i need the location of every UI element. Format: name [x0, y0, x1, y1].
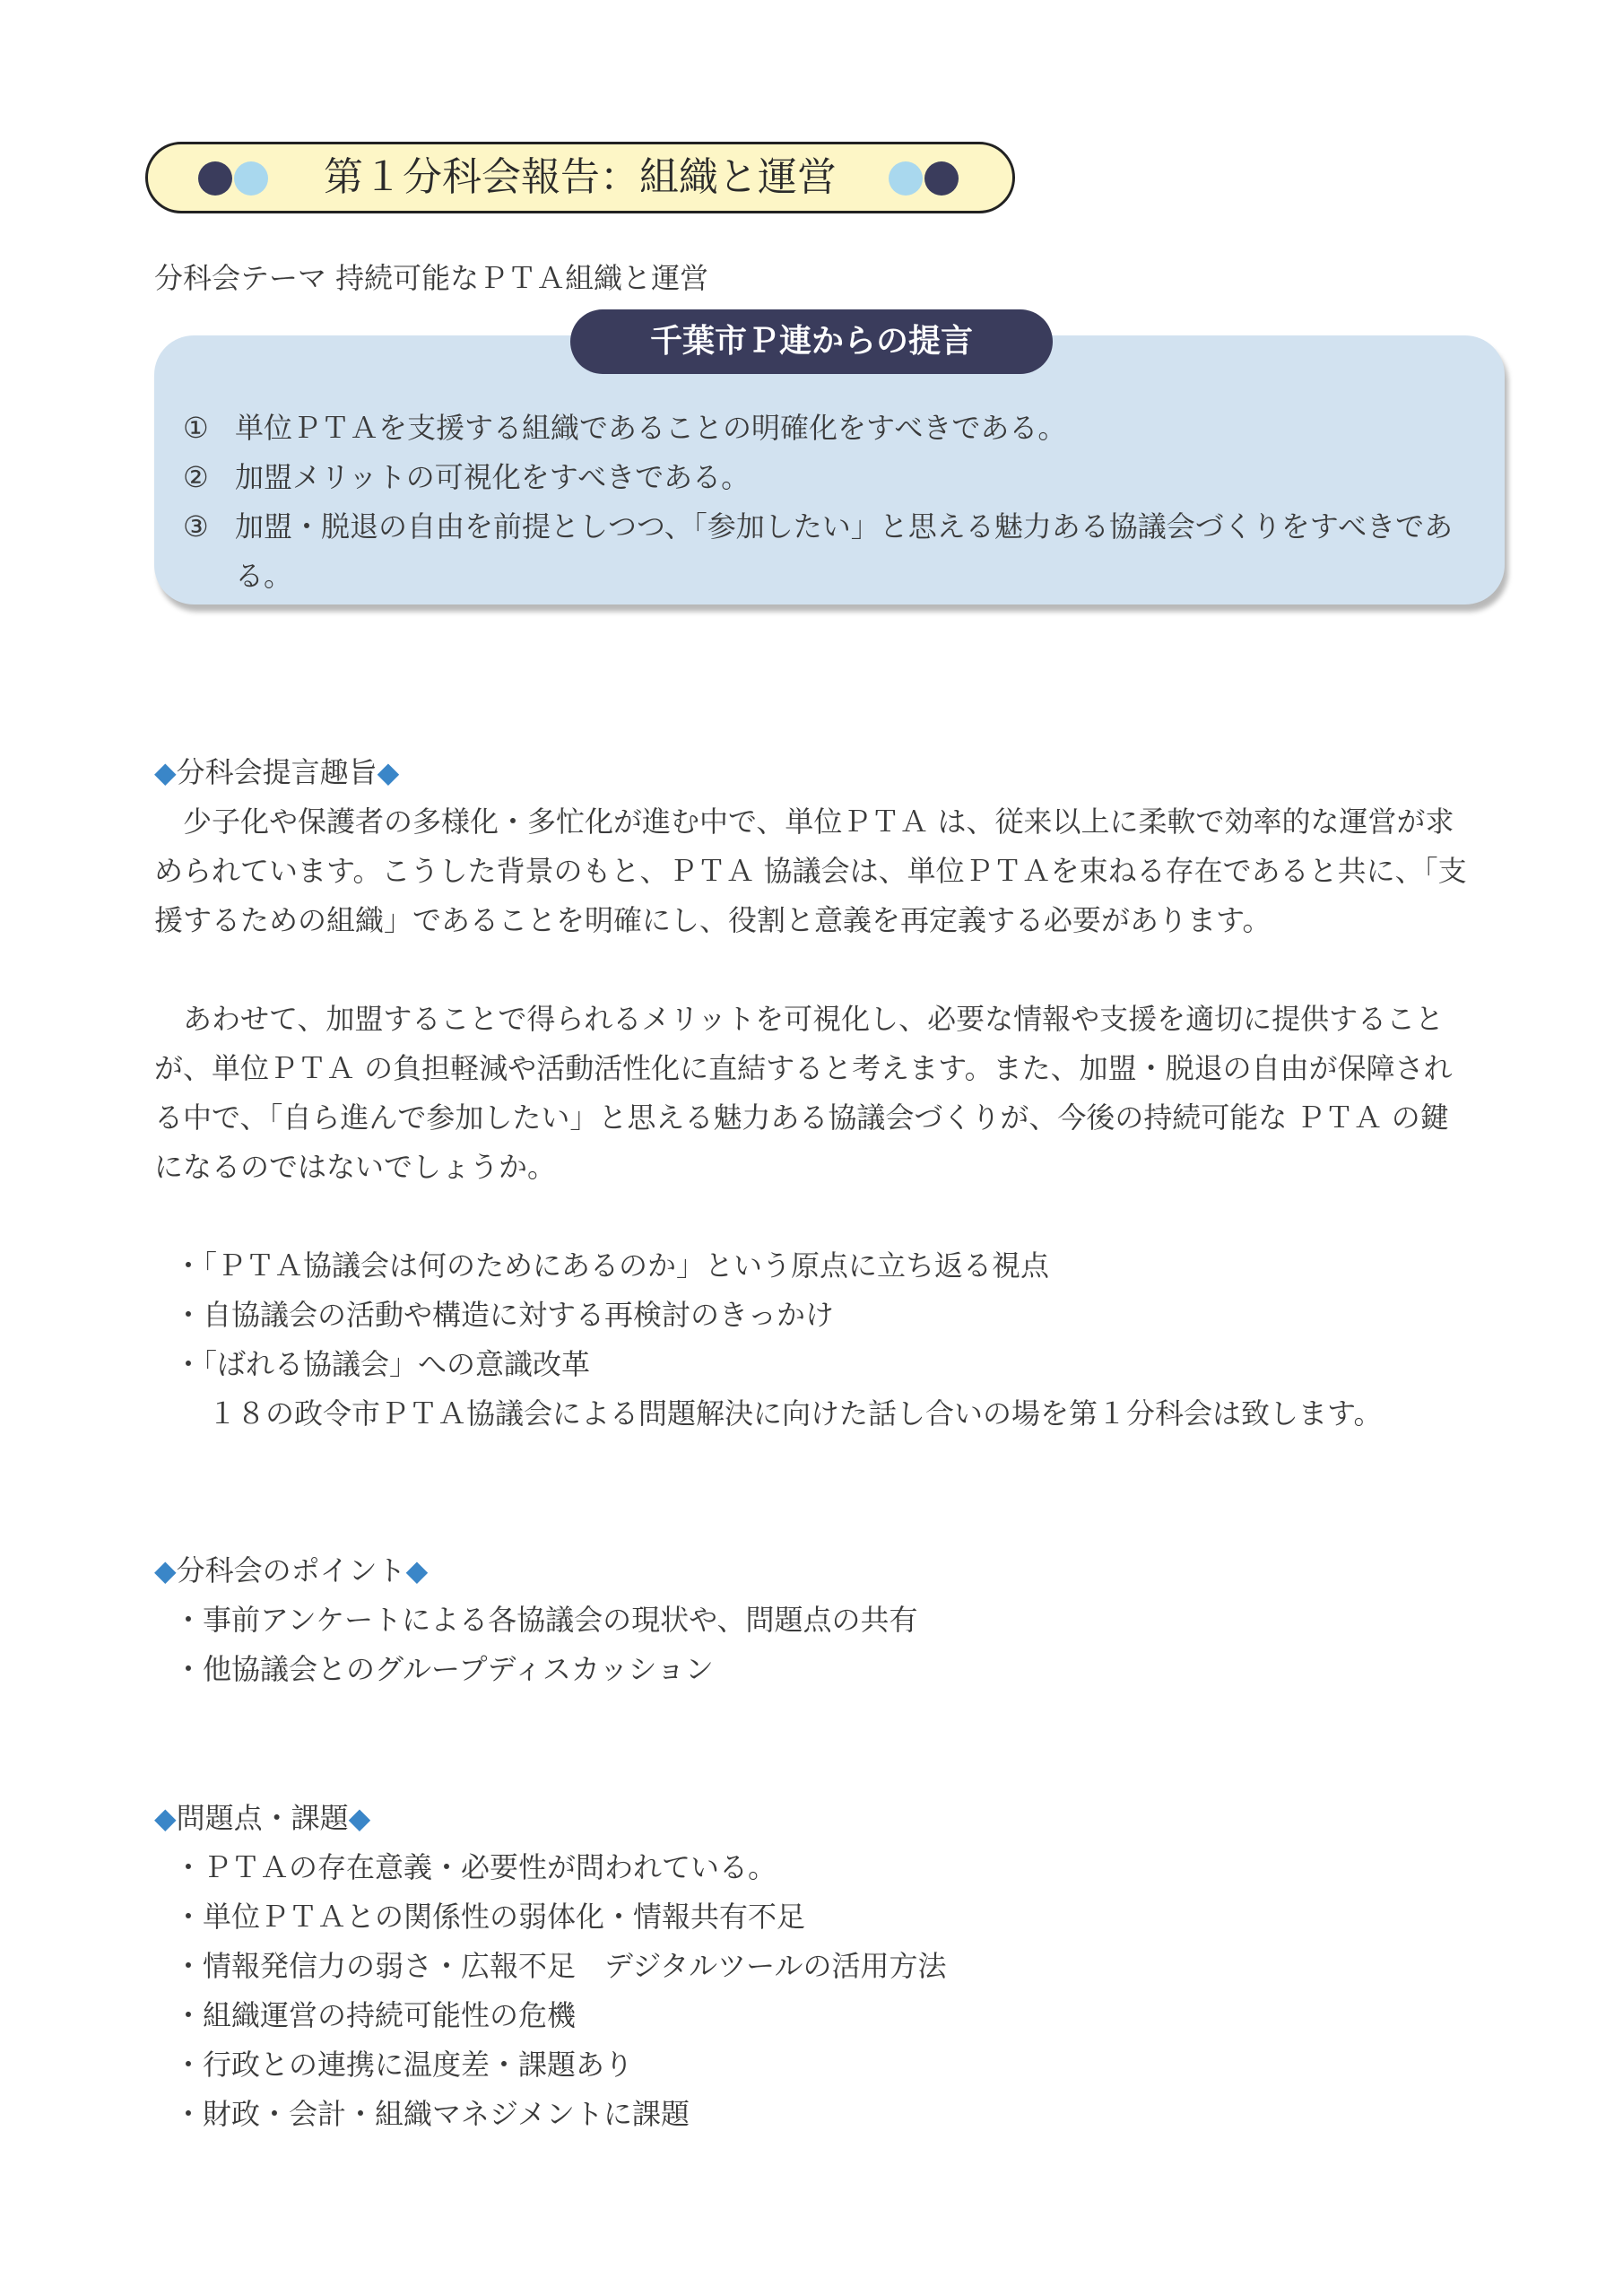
proposal-label: 千葉市Ｐ連からの提言 — [570, 309, 1053, 374]
list-item: ・「ばれる協議会」への意識改革 — [174, 1347, 591, 1381]
diamond-icon: ◆ — [154, 1801, 177, 1835]
list-item: ・情報発信力の弱さ・広報不足 デジタルツールの活用方法 — [174, 1949, 947, 1983]
proposal-item-number: ③ — [183, 509, 209, 544]
list-item: ・他協議会とのグループディスカッション — [174, 1652, 714, 1686]
list-item: ・「ＰＴＡ協議会は何のためにあるのか」という原点に立ち返る視点 — [174, 1248, 1050, 1283]
light-dot-icon — [889, 161, 923, 196]
proposal-item-text: 加盟メリットの可視化をすべきである。 — [235, 460, 751, 494]
section-heading-text: 分科会のポイント — [176, 1553, 406, 1587]
diamond-icon: ◆ — [377, 755, 400, 789]
section-heading-purpose — [154, 748, 399, 797]
section-heading-issues — [154, 1794, 370, 1843]
proposal-item-number: ② — [183, 460, 209, 494]
list-item: ・自協議会の活動や構造に対する再検討のきっかけ — [174, 1298, 835, 1332]
diamond-icon: ◆ — [154, 1553, 177, 1587]
list-item: ・単位ＰＴＡとの関係性の弱体化・情報共有不足 — [174, 1900, 806, 1934]
paragraph: 少子化や保護者の多様化・多忙化が進む中で、単位ＰＴＡ は、従来以上に柔軟で効率的な運営が求められています。こうした背景のもと、ＰＴＡ 協議会は、単位ＰＴＡを束ねる存在であると共に、「支援するための組織」であることを明確にし、役割と意義を再定義する必要があります。 — [154, 804, 1467, 937]
proposal-item-text: 加盟・脱退の自由を前提としつつ、「参加したい」と思える魅力ある協議会づくりをすべきである。 — [235, 509, 1454, 593]
diamond-icon: ◆ — [405, 1553, 429, 1587]
dark-dot-icon — [924, 161, 959, 196]
list-item: ・行政との連携に温度差・課題あり — [174, 2048, 634, 2082]
proposal-item-text: 単位ＰＴＡを支援する組織であることの明確化をすべきである。 — [235, 411, 1067, 445]
list-item: ・組織運営の持続可能性の危機 — [174, 1998, 577, 2032]
section-heading-text: 問題点・課題 — [176, 1801, 349, 1835]
section-heading-points — [154, 1546, 428, 1596]
paragraph: あわせて、加盟することで得られるメリットを可視化し、必要な情報や支援を適切に提供することが、単位ＰＴＡ の負担軽減や活動活性化に直結すると考えます。また、加盟・脱退の自由が保障される中で、「自ら進んで参加したい」と思える魅力ある協議会づくりが、今後の持続可能な ＰＴＡ の鍵になるのではないでしょうか。 — [154, 1002, 1453, 1184]
list-item: ・事前アンケートによる各協議会の現状や、問題点の共有 — [174, 1603, 918, 1637]
page-title: 第１分科会報告：組織と運営 — [324, 154, 837, 200]
list-item: ・財政・会計・組織マネジメントに課題 — [174, 2097, 690, 2131]
list-item: ・ＰＴＡの存在意義・必要性が問われている。 — [174, 1850, 777, 1884]
section-heading-text: 分科会提言趣旨 — [176, 755, 378, 789]
session-theme: 分科会テーマ 持続可能なＰＴＡ組織と運営 — [154, 261, 709, 295]
closing-sentence: １８の政令市ＰＴＡ協議会による問題解決に向けた話し合いの場を第１分科会は致します。 — [208, 1396, 1383, 1431]
title-banner — [145, 142, 1015, 213]
diamond-icon: ◆ — [348, 1801, 371, 1835]
diamond-icon: ◆ — [154, 755, 177, 789]
proposal-item-number: ① — [183, 411, 209, 445]
